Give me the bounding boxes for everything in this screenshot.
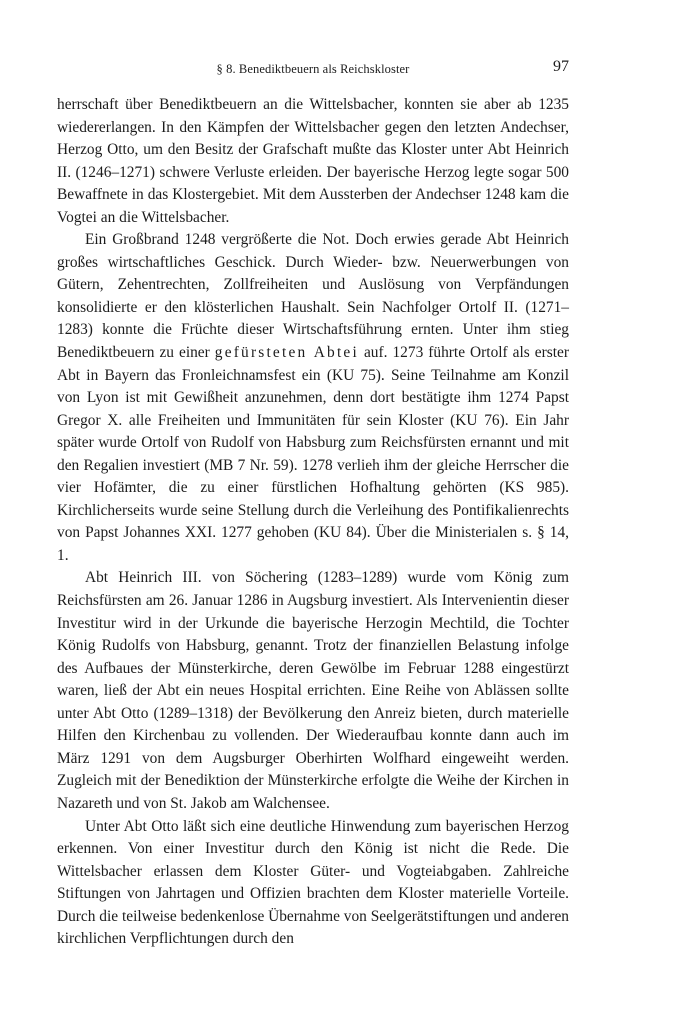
paragraph-text: Abt Heinrich III. von Söchering (1283–1289) wurde vom König zum Reichsfürsten am 26. Januar 1286 in Augsburg investiert. Als Intervenientin dieser Investitur wird in der Urkunde die bayerische Herzogin Mechtild, die Tochter König Rudolfs von Habsburg, genannt. Trotz der finanziellen Belastung infolge des Aufbaues der Münsterkirche, deren Gewölbe im Februar 1288 eingestürzt waren, ließ der Abt ein neues Hospital errichten. Eine Reihe von Ablässen sollte unter Abt Otto (1289–1318) der Bevölkerung den Anreiz bieten, durch materielle Hilfen den Kirchenbau zu vollenden. Der Wiederaufbau konnte dann auch im März 1291 von dem Augsburger Oberhirten Wolfhard eingeweiht werden. Zugleich mit der Benediktion der Münsterkirche erfolgte die Weihe der Kirchen in Nazareth und von St. Jakob am Walchensee. <box>57 569 569 812</box>
running-title: § 8. Benediktbeuern als Reichskloster <box>216 62 410 76</box>
paragraph-text: Ein Großbrand 1248 vergrößerte die Not. Doch erwies gerade Abt Heinrich großes wirtschaftliches Geschick. Durch Wieder- bzw. Neuerwerbungen von Gütern, Zehentrechten, Zollfreiheiten und Auslösung von Verpfändungen konsolidierte er den klösterlichen Haushalt. Sein Nachfolger Ortolf II. (1271–1283) konnte die Früchte dieser Wirtschaftsführung ernten. Unter ihm stieg Benediktbeuern zu einer <box>57 231 569 362</box>
paragraph-text: auf. 1273 führte Ortolf als erster Abt in Bayern das Fronleichnamsfest ein (KU 75). Seine Teilnahme am Konzil von Lyon ist mit Gewißheit anzunehmen, denn dort bestätigte ihm 1274 Papst Gregor X. alle Freiheiten und Immunitäten für sein Kloster (KU 76). Ein Jahr später wurde Ortolf von Rudolf von Habsburg zum Reichsfürsten ernannt und mit den Regalien investiert (MB 7 Nr. 59). 1278 verlieh ihm der gleiche Herrscher die vier Hofämter, die zu einer fürstlichen Hofhaltung gehörten (KS 985). Kirchlicherseits wurde seine Stellung durch die Verleihung des Pontifikalienrechts von Papst Johannes XXI. 1277 gehoben (KU 84). Über die Ministerialen s. § 14, 1. <box>57 344 569 564</box>
book-page <box>57 58 569 951</box>
running-head <box>57 58 569 80</box>
body-text <box>57 94 569 951</box>
paragraph <box>57 567 569 815</box>
emphasized-text: gefürsteten Abtei <box>214 344 359 362</box>
paragraph <box>57 229 569 567</box>
paragraph-text: Unter Abt Otto läßt sich eine deutliche Hinwendung zum bayerischen Herzog erkennen. Von einer Investitur durch den König ist nicht die Rede. Die Wittelsbacher erlassen dem Kloster Güter- und Vogteiabgaben. Zahlreiche Stiftungen von Jahrtagen und Offizien brachten dem Kloster materielle Vorteile. Durch die teilweise bedenkenlose Übernahme von Seelgerätstiftungen und anderen kirchlichen Verpflichtungen durch den <box>57 817 569 948</box>
paragraph <box>57 816 569 951</box>
paragraph-text: herrschaft über Benediktbeuern an die Wittelsbacher, konnten sie aber ab 1235 wiedererlangen. In den Kämpfen der Wittelsbacher gegen den letzten Andechser, Herzog Otto, um den Besitz der Grafschaft mußte das Kloster unter Abt Heinrich II. (1246–1271) schwere Verluste erleiden. Der bayerische Herzog legte sogar 500 Bewaffnete in das Klostergebiet. Mit dem Aussterben der Andechser 1248 kam die Vogtei an die Wittelsbacher. <box>57 96 569 226</box>
page-number: 97 <box>553 58 569 75</box>
paragraph <box>57 94 569 229</box>
